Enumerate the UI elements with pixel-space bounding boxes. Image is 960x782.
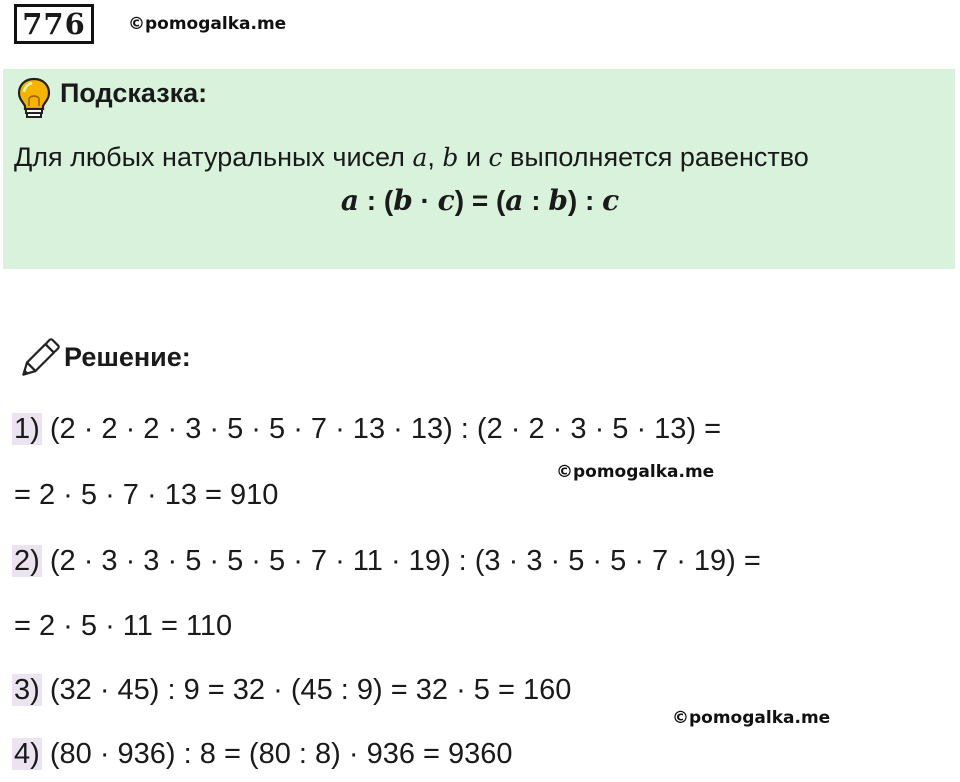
solution-title: Решение: (64, 342, 191, 372)
watermark-middle: ©pomogalka.me (556, 462, 715, 482)
watermark-top: ©pomogalka.me (128, 14, 287, 34)
step-number: 4) (14, 738, 40, 770)
lightbulb-icon (14, 76, 54, 120)
solution-line-2: = 2 · 5 · 7 · 13 = 910 (14, 479, 279, 511)
pencil-icon (18, 338, 60, 380)
task-number: 776 (14, 4, 94, 44)
hint-title: Подсказка: (60, 78, 208, 108)
step-number: 1) (14, 413, 40, 445)
step-number: 3) (14, 674, 40, 706)
solution-line-6: 4) (80 · 936) : 8 = (80 : 8) · 936 = 9360 (14, 738, 513, 770)
solution-line-5: 3) (32 · 45) : 9 = 32 · (45 : 9) = 32 · 5 = 160 (14, 674, 572, 706)
solution-line-3: 2) (2 · 3 · 3 · 5 · 5 · 5 · 7 · 11 · 19) : (3 · 3 · 5 · 5 · 7 · 19) = (14, 545, 761, 577)
step-number: 2) (14, 545, 40, 577)
solution-line-4: = 2 · 5 · 11 = 110 (14, 610, 233, 642)
hint-text: Для любых натуральных чисел a, b и c выполняется равенство (14, 142, 809, 172)
hint-formula: a : (b · c) = (a : b) : c (340, 184, 620, 217)
solution-line-1: 1) (2 · 2 · 2 · 3 · 5 · 5 · 7 · 13 · 13) : (2 · 2 · 3 · 5 · 13) = (14, 413, 722, 445)
watermark-bottom: ©pomogalka.me (672, 708, 831, 728)
